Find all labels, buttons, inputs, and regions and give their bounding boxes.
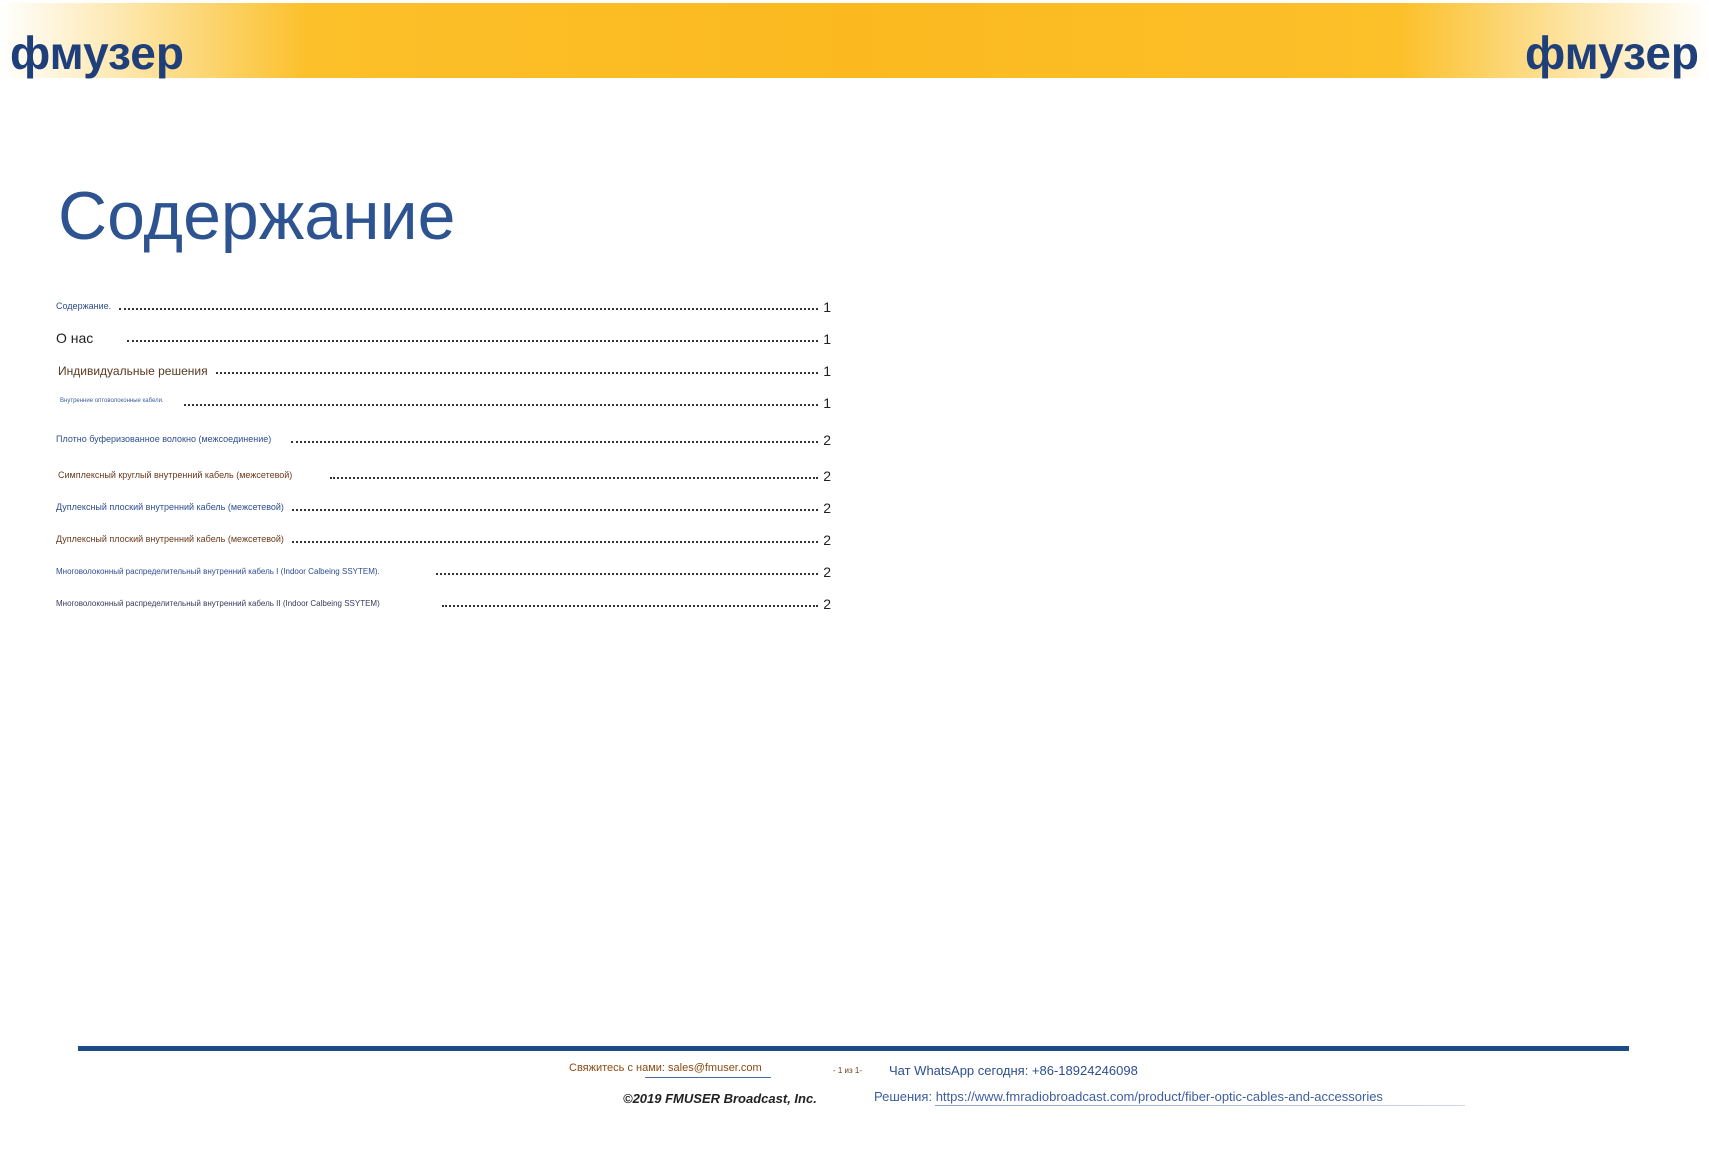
- toc-leader: [436, 573, 818, 575]
- toc-entry-label: Многоволоконный распределительный внутренний кабель II (Indoor Calbeing SSYTEM): [56, 599, 380, 608]
- toc-entry-label: Многоволоконный распределительный внутренний кабель I (Indoor Calbeing SSYTEM).: [56, 567, 380, 576]
- footer-copyright: ©2019 FMUSER Broadcast, Inc.: [623, 1091, 817, 1106]
- toc-entry-page: 1: [823, 299, 831, 315]
- toc-entry[interactable]: [56, 591, 831, 611]
- footer-solutions-underline: [935, 1105, 1465, 1106]
- toc-entry-label: Дуплексный плоский внутренний кабель (межсетевой): [56, 534, 284, 544]
- toc-entry-page: 1: [823, 363, 831, 379]
- toc-entry-label: Содержание.: [56, 301, 112, 311]
- toc-entry-page: 2: [823, 596, 831, 612]
- toc-leader: [292, 541, 818, 543]
- footer-contact-underline: [645, 1077, 771, 1078]
- toc-entry[interactable]: [56, 390, 831, 410]
- toc-entry[interactable]: [56, 326, 831, 346]
- toc-entry-page: 1: [823, 395, 831, 411]
- page-title: Содержание: [58, 178, 456, 254]
- toc-entry-page: 2: [823, 500, 831, 516]
- footer-whatsapp[interactable]: Чат WhatsApp сегодня: +86-18924246098: [889, 1063, 1138, 1078]
- toc-entry-page: 2: [823, 468, 831, 484]
- toc-leader: [291, 441, 818, 443]
- toc-leader: [442, 605, 818, 607]
- toc-entry-page: 2: [823, 432, 831, 448]
- toc-entry-label: Симплексный круглый внутренний кабель (межсетевой): [58, 470, 293, 480]
- toc-entry-page: 1: [823, 331, 831, 347]
- toc-leader: [216, 372, 819, 374]
- toc-leader: [119, 308, 818, 310]
- toc-entry[interactable]: [56, 527, 831, 547]
- toc-entry-label: Дуплексный плоский внутренний кабель (межсетевой): [56, 502, 284, 512]
- toc-leader: [127, 340, 818, 342]
- toc-entry-label: Индивидуальные решения: [58, 364, 208, 378]
- logo-left: фмузер: [10, 27, 184, 79]
- logo-right: фмузер: [1525, 27, 1699, 79]
- toc-entry[interactable]: [56, 495, 831, 515]
- toc-entry[interactable]: [56, 358, 831, 378]
- toc-entry-page: 2: [823, 564, 831, 580]
- toc-leader: [330, 477, 818, 479]
- footer-page-indicator: - 1 из 1-: [833, 1066, 863, 1075]
- toc-entry-label: О нас: [56, 330, 94, 346]
- toc-entry-label: Плотно буферизованное волокно (межсоединение): [56, 434, 272, 444]
- toc-leader: [184, 404, 819, 406]
- toc-entry[interactable]: [56, 559, 831, 579]
- toc-leader: [292, 509, 818, 511]
- toc-entry[interactable]: [56, 463, 831, 483]
- toc-entry-page: 2: [823, 532, 831, 548]
- toc-entry[interactable]: [56, 294, 831, 314]
- toc-entry[interactable]: [56, 427, 831, 447]
- toc-entry-label: Внутренние оптоволоконные кабели.: [60, 398, 164, 404]
- footer-rule: [78, 1046, 1629, 1051]
- footer-contact[interactable]: Свяжитесь с нами: sales@fmuser.com: [569, 1062, 762, 1074]
- footer-solutions-link[interactable]: Решения: https://www.fmradiobroadcast.com/product/fiber-optic-cables-and-accessories: [874, 1089, 1383, 1104]
